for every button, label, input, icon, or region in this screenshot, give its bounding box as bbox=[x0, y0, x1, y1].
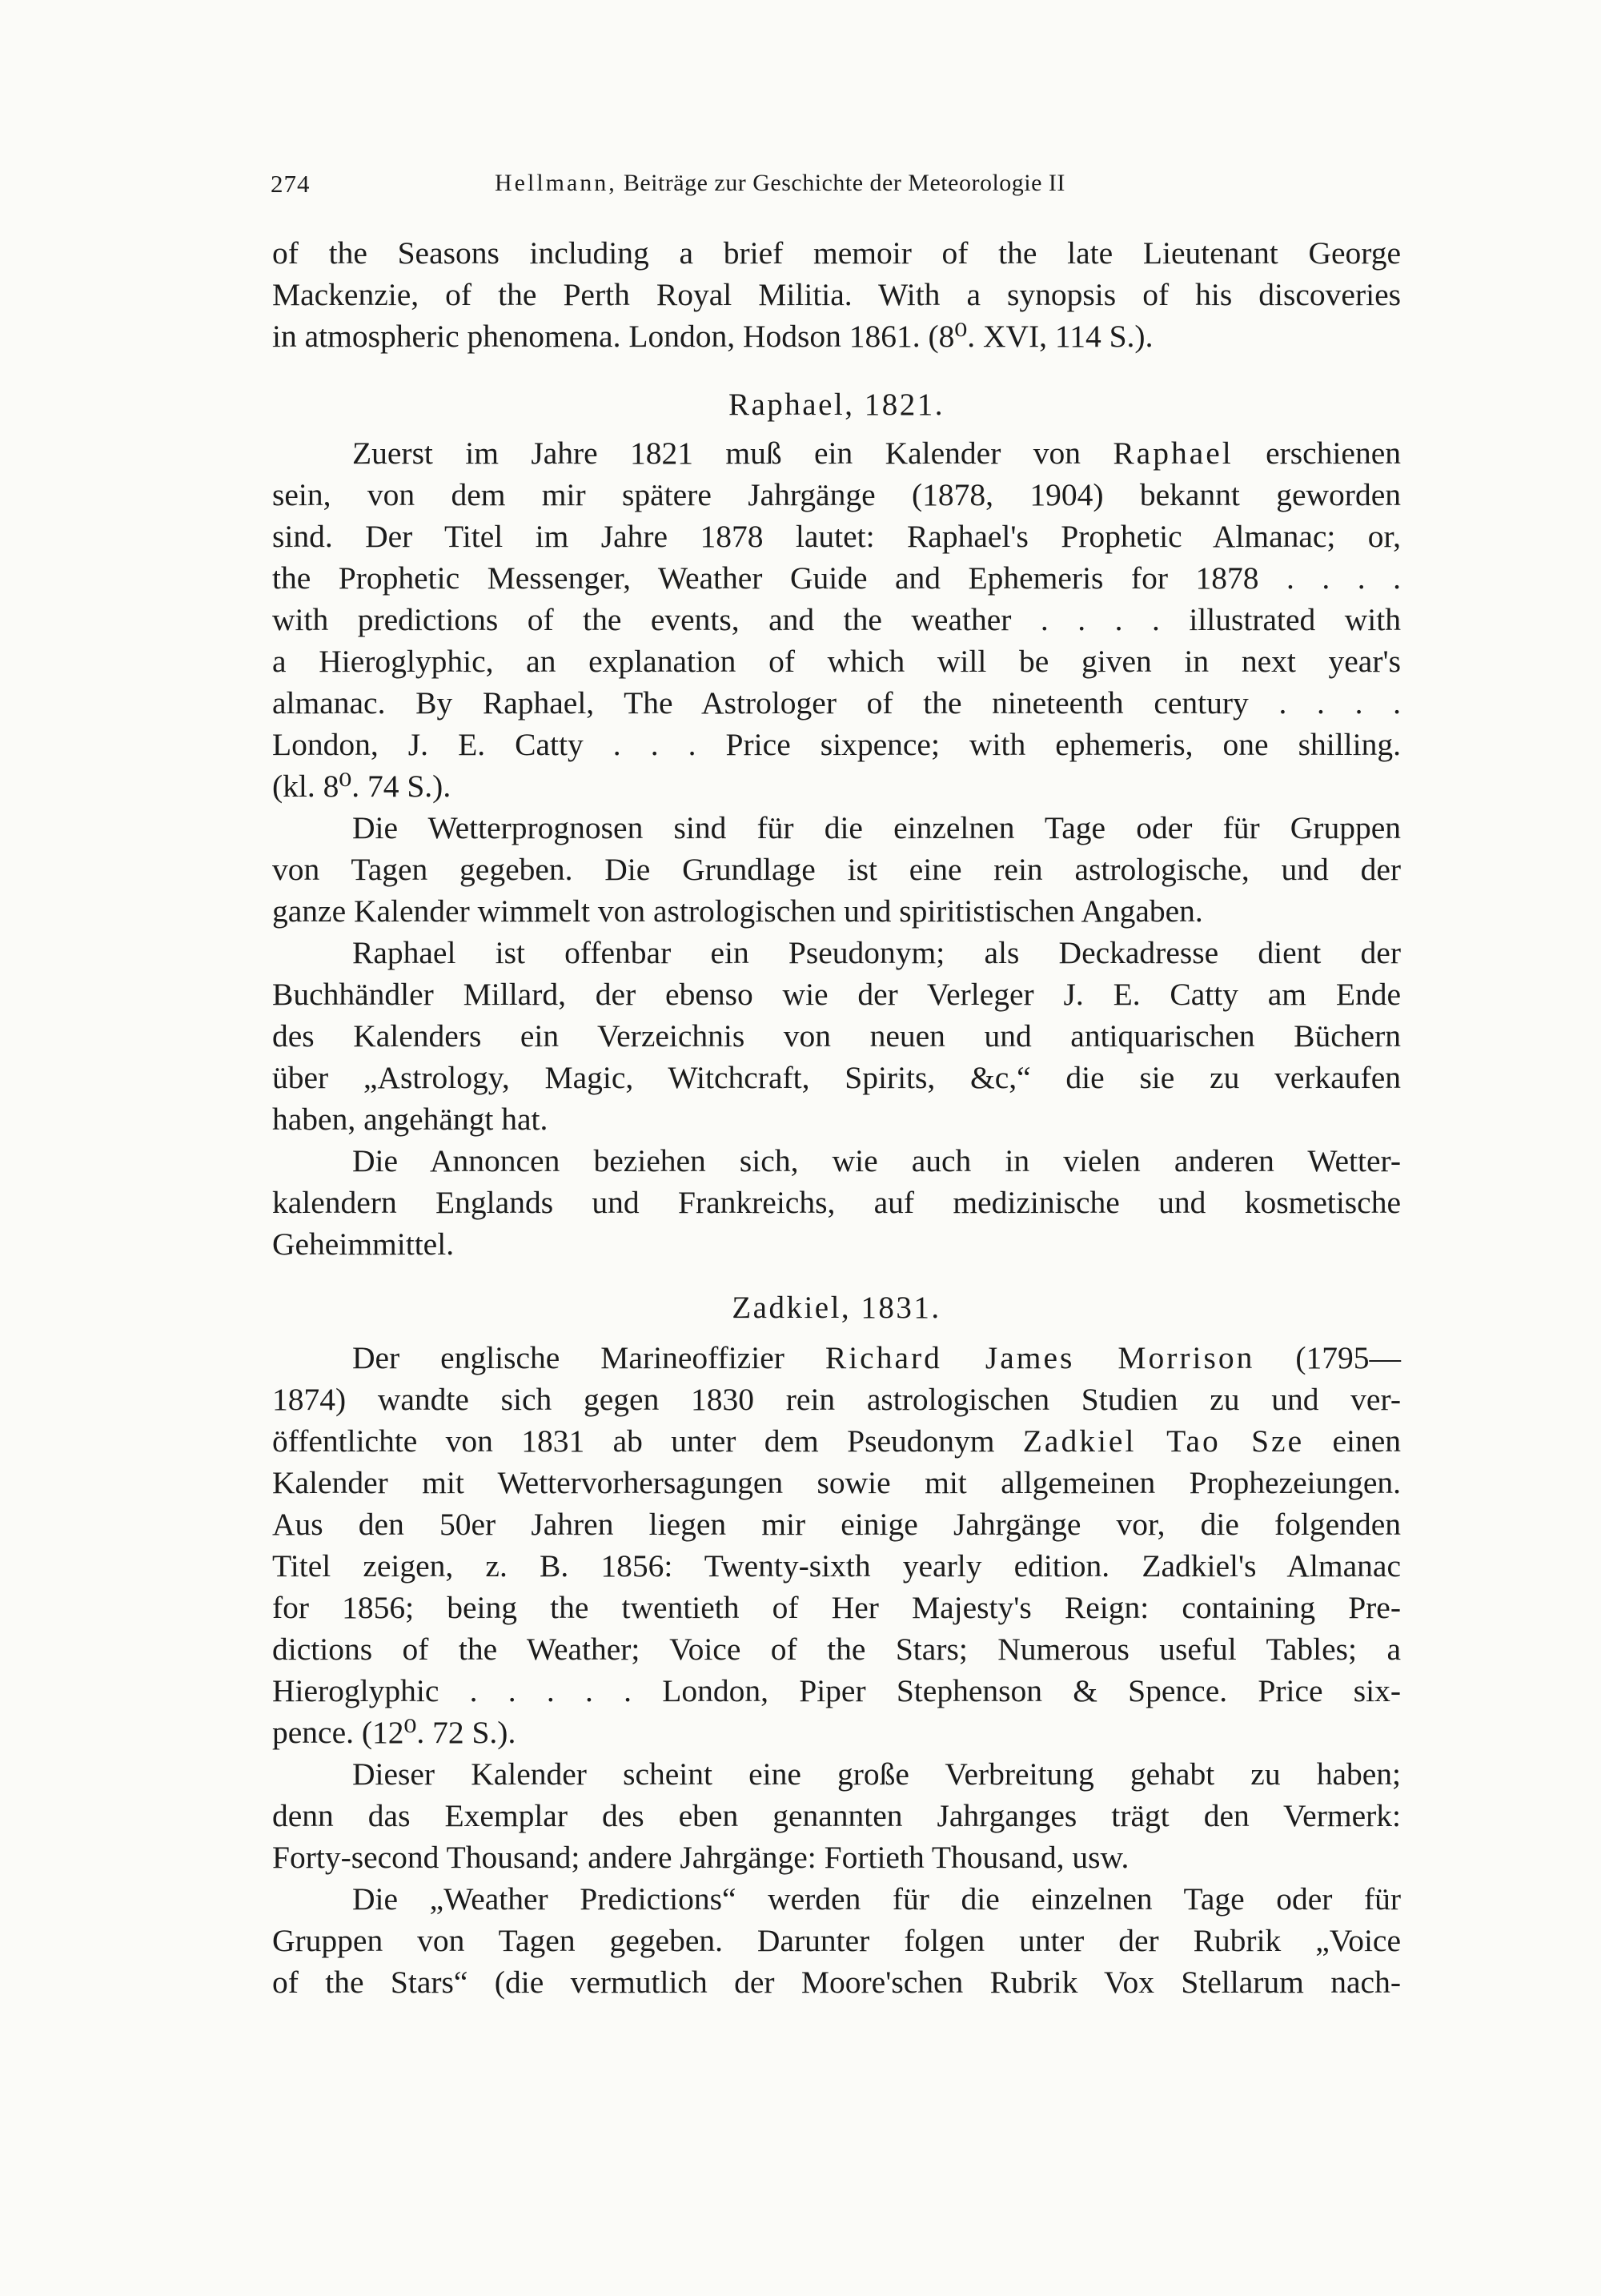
name-zadkiel: Zadkiel Tao Sze bbox=[1022, 1423, 1305, 1459]
section-heading-zadkiel: Zadkiel, 1831. bbox=[732, 1290, 941, 1325]
text-line: des Kalenders ein Verzeichnis von neuen und antiquarischen Büchern bbox=[272, 1018, 1401, 1054]
text-span: Der englische Marineoffizier bbox=[352, 1340, 825, 1375]
text-line: Die „Weather Predictions“ werden für die einzelnen Tage oder für bbox=[352, 1881, 1401, 1917]
text-line: Raphael ist offenbar ein Pseudonym; als Deckadresse dient der bbox=[352, 935, 1401, 970]
text-line: pence. (12⁰. 72 S.). bbox=[272, 1715, 516, 1750]
text-line: Dieser Kalender scheint eine große Verbreitung gehabt zu haben; bbox=[352, 1756, 1401, 1792]
text-line: London, J. E. Catty . . . Price sixpence; with ephemeris, one shilling. bbox=[272, 727, 1401, 762]
text-span: einen bbox=[1304, 1423, 1401, 1459]
running-author: Hellmann, bbox=[495, 170, 617, 196]
text-line: sein, von dem mir spätere Jahrgänge (1878, 1904) bekannt geworden bbox=[272, 477, 1401, 512]
running-book-title: Beiträge zur Geschichte der Meteorologie II bbox=[623, 170, 1065, 196]
text-line bbox=[272, 1420, 1401, 1462]
text-line: with predictions of the events, and the weather . . . . illustrated with bbox=[272, 602, 1401, 637]
name-morrison: Richard James Morrison bbox=[825, 1340, 1255, 1375]
text-line: ganze Kalender wimmelt von astrologischen und spiritistischen Angaben. bbox=[272, 893, 1203, 929]
text-line: a Hieroglyphic, an explanation of which will be given in next year's bbox=[272, 644, 1401, 679]
text-line: the Prophetic Messenger, Weather Guide and Ephemeris for 1878 . . . . bbox=[272, 560, 1401, 596]
text-span: öffentlichte von 1831 ab unter dem Pseudonym bbox=[272, 1423, 1023, 1459]
text-line: 1874) wandte sich gegen 1830 rein astrologischen Studien zu und ver- bbox=[272, 1382, 1401, 1417]
text-line: Geheimmittel. bbox=[272, 1226, 455, 1262]
running-head bbox=[271, 170, 1401, 208]
text-span: (1795— bbox=[1254, 1340, 1401, 1375]
text-line: Buchhändler Millard, der ebenso wie der Verleger J. E. Catty am Ende bbox=[272, 977, 1401, 1012]
text-line: in atmospheric phenomena. London, Hodson 1861. (8⁰. XVI, 114 S.). bbox=[272, 319, 1154, 354]
text-line: dictions of the Weather; Voice of the Stars; Numerous useful Tables; a bbox=[272, 1632, 1401, 1667]
text-line bbox=[352, 432, 1401, 474]
text-line: Hieroglyphic . . . . . London, Piper Stephenson & Spence. Price six- bbox=[272, 1673, 1401, 1708]
text-line: Die Annoncen beziehen sich, wie auch in vielen anderen Wetter- bbox=[352, 1143, 1401, 1178]
text-line: almanac. By Raphael, The Astrologer of the nineteenth century . . . . bbox=[272, 685, 1401, 721]
text-line: of the Seasons including a brief memoir of the late Lieutenant George bbox=[272, 235, 1401, 271]
running-title bbox=[495, 170, 1065, 197]
text-line: denn das Exemplar des eben genannten Jahrganges trägt den Vermerk: bbox=[272, 1798, 1401, 1833]
text-line: Gruppen von Tagen gegeben. Darunter folgen unter der Rubrik „Voice bbox=[272, 1923, 1401, 1958]
text-span: erschienen bbox=[1233, 436, 1401, 471]
text-line: of the Stars“ (die vermutlich der Moore'schen Rubrik Vox Stellarum nach- bbox=[272, 1965, 1401, 2000]
name-raphael: Raphael bbox=[1113, 436, 1234, 471]
section-heading-raphael: Raphael, 1821. bbox=[728, 387, 945, 422]
text-line: Forty-second Thousand; andere Jahrgänge: Fortieth Thousand, usw. bbox=[272, 1840, 1130, 1875]
text-line: über „Astrology, Magic, Witchcraft, Spirits, &c,“ die sie zu verkaufen bbox=[272, 1060, 1401, 1095]
page-number: 274 bbox=[271, 170, 311, 198]
text-line bbox=[352, 1337, 1401, 1379]
text-line: (kl. 8⁰. 74 S.). bbox=[272, 769, 451, 804]
text-line: Titel zeigen, z. B. 1856: Twenty-sixth yearly edition. Zadkiel's Almanac bbox=[272, 1548, 1401, 1584]
text-line: haben, angehängt hat. bbox=[272, 1102, 548, 1137]
text-span: Zuerst im Jahre 1821 muß ein Kalender von bbox=[352, 436, 1113, 471]
text-line: von Tagen gegeben. Die Grundlage ist eine rein astrologische, und der bbox=[272, 852, 1401, 887]
text-line: kalendern Englands und Frankreichs, auf medizinische und kosmetische bbox=[272, 1185, 1401, 1220]
text-line: Aus den 50er Jahren liegen mir einige Jahrgänge vor, die folgenden bbox=[272, 1507, 1401, 1542]
text-line: Kalender mit Wettervorhersagungen sowie mit allgemeinen Prophezeiungen. bbox=[272, 1465, 1401, 1500]
text-line: sind. Der Titel im Jahre 1878 lautet: Raphael's Prophetic Almanac; or, bbox=[272, 519, 1401, 554]
text-line: Die Wetterprognosen sind für die einzelnen Tage oder für Gruppen bbox=[352, 810, 1401, 845]
text-line: for 1856; being the twentieth of Her Majesty's Reign: containing Pre- bbox=[272, 1590, 1401, 1625]
text-line: Mackenzie, of the Perth Royal Militia. With a synopsis of his discoveries bbox=[272, 277, 1401, 312]
